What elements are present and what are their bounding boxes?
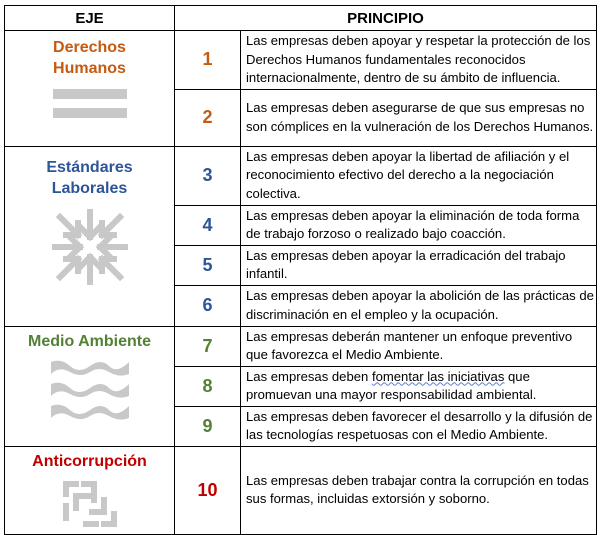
principle-number: 3 [175, 146, 241, 205]
eje-title-line2: Laborales [51, 179, 128, 197]
header-row [5, 6, 597, 31]
eje-title-line2: Humanos [53, 60, 126, 77]
principle-text-part: que promuevan una mayor responsabilidad ambiental. [246, 368, 537, 402]
table-row [5, 31, 597, 90]
table-row [5, 326, 597, 366]
principle-number: 10 [175, 446, 241, 534]
principle-number: 5 [175, 245, 241, 285]
principle-text-part: Las empresas deben [246, 368, 372, 384]
principle-text: Las empresas deben apoyar la erradicación del trabajo infantil. [241, 245, 597, 285]
principle-text: Las empresas deberán mantener un enfoque preventivo que favorezca el Medio Ambiente. [241, 326, 597, 366]
principle-number: 9 [175, 406, 241, 446]
table-row [5, 146, 597, 205]
principle-text: Las empresas deben apoyar y respetar la protección de los Derechos Humanos fundamentales reconocidos internacionalmente, dentro de su ámbito de influencia. [241, 31, 597, 90]
eje-title [5, 37, 174, 79]
principle-number: 4 [175, 205, 241, 245]
eje-title-line1: Derechos [53, 39, 126, 56]
principle-number: 6 [175, 285, 241, 326]
principle-number: 2 [175, 89, 241, 146]
table-row [5, 446, 597, 534]
principle-text: Las empresas deben trabajar contra la corrupción en todas sus formas, incluidas extorsión y soborno. [241, 446, 597, 534]
eje-title: Medio Ambiente [28, 332, 151, 350]
header-principio: PRINCIPIO [175, 6, 597, 31]
interlocking-corners-icon [5, 480, 174, 528]
eje-title-line1: Estándares [46, 158, 133, 176]
eje-labour [5, 146, 175, 326]
principle-text: Las empresas deben apoyar la abolición de las prácticas de discriminación en el empleo y la ocupación. [241, 285, 597, 326]
principle-text: Las empresas deben apoyar la eliminación de toda forma de trabajo forzoso o realizado bajo coacción. [241, 205, 597, 245]
eje-title: Anticorrupción [32, 452, 147, 470]
principle-text: Las empresas deben apoyar la libertad de afiliación y el reconocimiento efectivo del derecho a la negociación colectiva. [241, 146, 597, 205]
principle-number: 8 [175, 366, 241, 406]
principle-text: Las empresas deben asegurarse de que sus empresas no son cómplices en la vulneración de los Derechos Humanos. [241, 89, 597, 146]
equals-icon [5, 87, 174, 121]
principle-number: 1 [175, 31, 241, 90]
waves-icon [5, 360, 174, 430]
eje-human-rights [5, 31, 175, 147]
header-eje: EJE [5, 6, 175, 31]
eje-environment [5, 326, 175, 446]
principles-table [4, 5, 597, 535]
eje-anticorruption [5, 446, 175, 534]
converging-arrows-icon [5, 209, 174, 285]
eje-title [5, 157, 174, 199]
principle-text: Las empresas deben favorecer el desarrollo y la difusión de las tecnologías respetuosas con el Medio Ambiente. [241, 406, 597, 446]
principle-number: 7 [175, 326, 241, 366]
spellcheck-underlined-text: fomentar las iniciativas [371, 368, 505, 384]
principle-text [241, 366, 597, 406]
